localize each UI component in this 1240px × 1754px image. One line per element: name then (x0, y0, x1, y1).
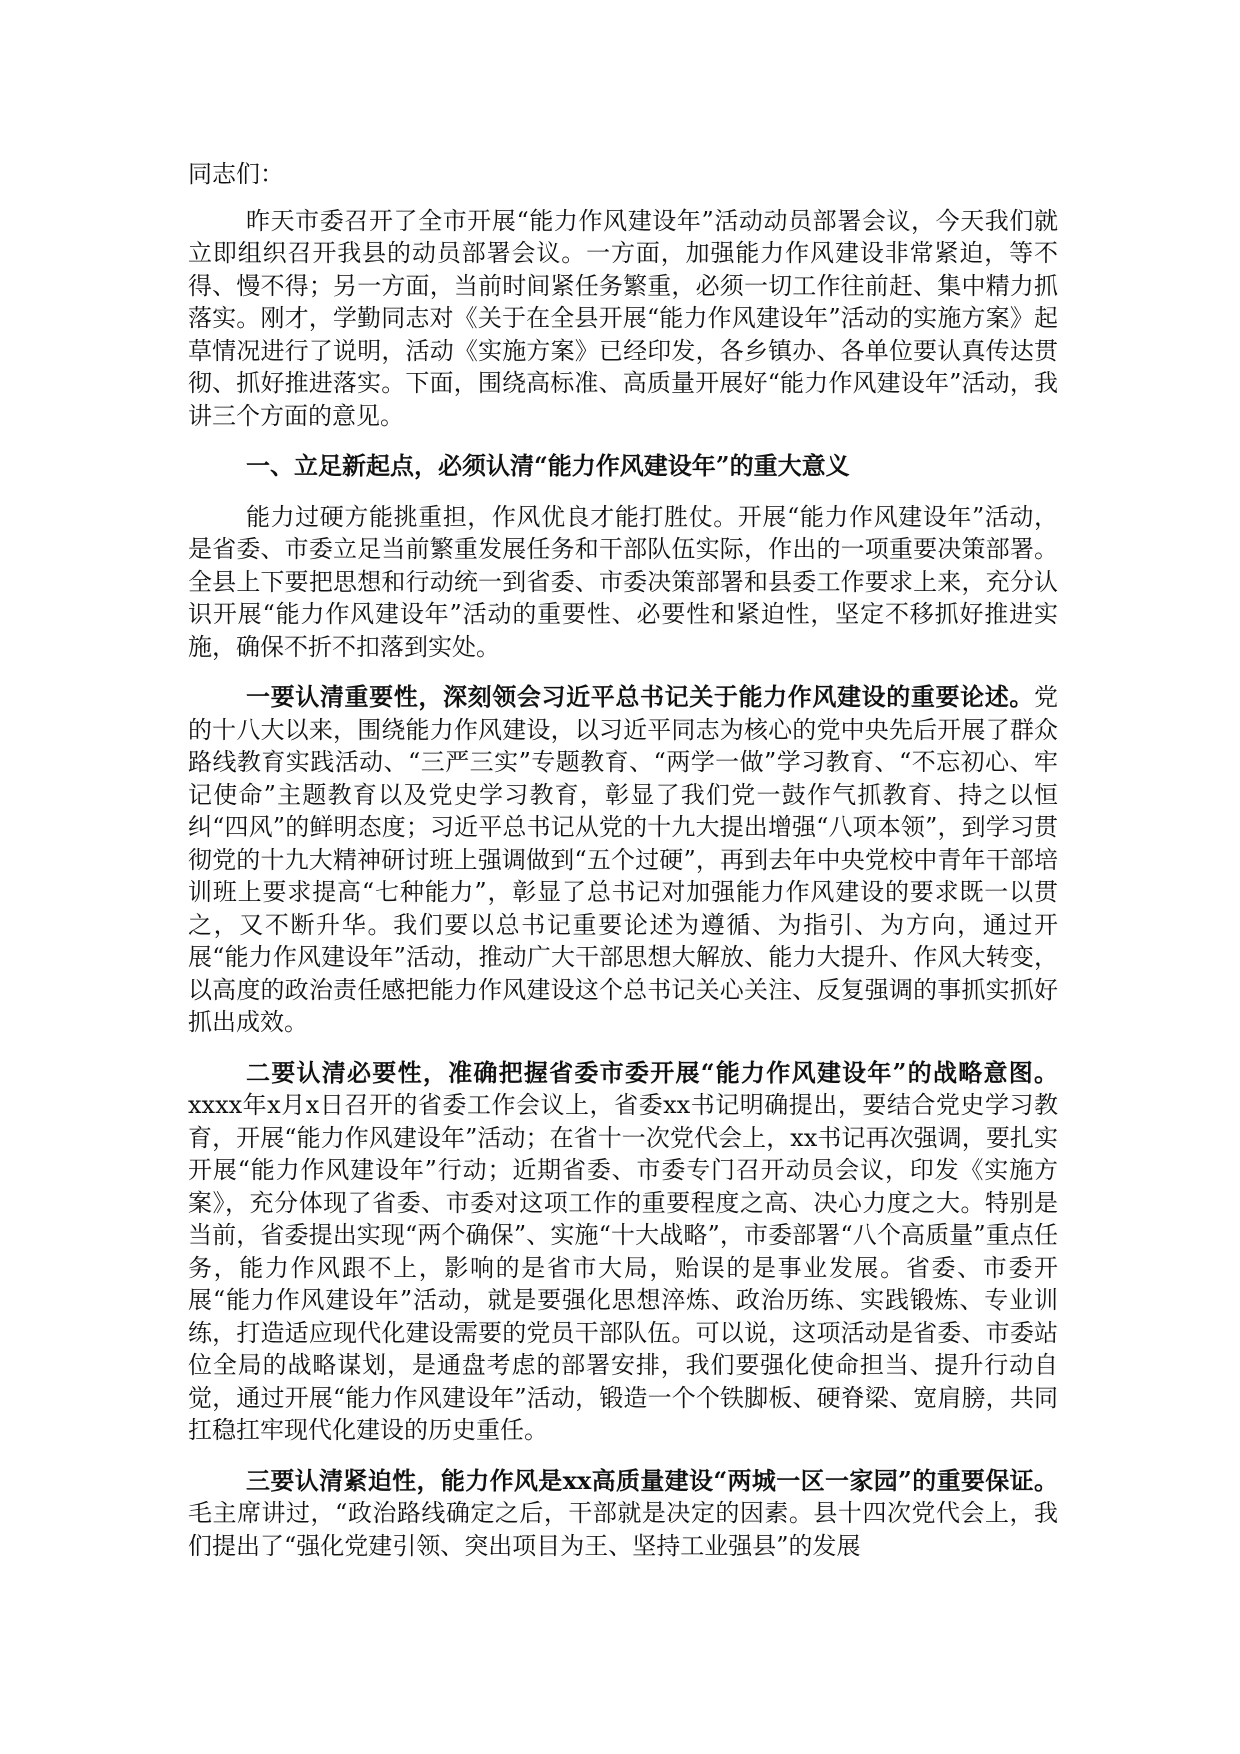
point-1-paragraph (188, 681, 1058, 1039)
salutation: 同志们： (188, 160, 284, 188)
point-1-lead: 一要认清重要性，深刻领会习近平总书记关于能力作风建设的重要论述。 (246, 682, 1034, 711)
point-2-lead: 二要认清必要性，准确把握省委市委开展“能力作风建设年”的战略意图。 (246, 1057, 1058, 1087)
section-1-paragraph: 能力过硬方能挑重担，作风优良才能打胜仗。开展“能力作风建设年”活动，是省委、市委立足当前繁重发展任务和干部队伍实际，作出的一项重要决策部署。全县上下要把思想和行动统一到省委、市委决策部署和县委工作要求上来，充分认识开展“能力作风建设年”活动的重要性、必要性和紧迫性，坚定不移抓好推进实施，确保不折不扣落到实处。 (188, 502, 1058, 661)
point-3-paragraph (188, 1465, 1058, 1563)
point-3-body: 毛主席讲过，“政治路线确定之后，干部就是决定的因素。县十四次党代会上，我们提出了“强化党建引领、突出项目为王、坚持工业强县”的发展 (188, 1499, 1058, 1560)
intro-paragraph: 昨天市委召开了全市开展“能力作风建设年”活动动员部署会议，今天我们就立即组织召开我县的动员部署会议。一方面，加强能力作风建设非常紧迫，等不得、慢不得；另一方面，当前时间紧任务繁重，必须一切工作往前赶、集中精力抓落实。刚才，学勤同志对《关于在全县开展“能力作风建设年”活动的实施方案》起草情况进行了说明，活动《实施方案》已经印发，各乡镇办、各单位要认真传达贯彻、抓好推进落实。下面，围绕高标准、高质量开展好“能力作风建设年”活动，我讲三个方面的意见。 (188, 206, 1058, 430)
section-heading-1: 一、立足新起点，必须认清“能力作风建设年”的重大意义 (246, 451, 850, 480)
point-2-paragraph (188, 1057, 1058, 1447)
point-2-body: xxxx年x月x日召开的省委工作会议上，省委xx书记明确提出，要结合党史学习教育，开展“能力作风建设年”活动；在省十一次党代会上，xx书记再次强调，要扎实开展“能力作风建设年”行动；近期省委、市委专门召开动员会议，印发《实施方案》，充分体现了省委、市委对这项工作的重要程度之高、决心力度之大。特别是当前，省委提出实现“两个确保”、实施“十大战略”，市委部署“八个高质量”重点任务，能力作风跟不上，影响的是省市大局，贻误的是事业发展。省委、市委开展“能力作风建设年”活动，就是要强化思想淬炼、政治历练、实践锻炼、专业训练，打造适应现代化建设需要的党员干部队伍。可以说，这项活动是省委、市委站位全局的战略谋划，是通盘考虑的部署安排，我们要强化使命担当、提升行动自觉，通过开展“能力作风建设年”活动，锻造一个个铁脚板、硬脊梁、宽肩膀，共同扛稳扛牢现代化建设的历史重任。 (188, 1091, 1058, 1444)
point-1-body: 党的十八大以来，围绕能力作风建设，以习近平同志为核心的党中央先后开展了群众路线教育实践活动、“三严三实”专题教育、“两学一做”学习教育、“不忘初心、牢记使命”主题教育以及党史学习教育，彰显了我们党一鼓作气抓教育、持之以恒纠“四风”的鲜明态度；习近平总书记从党的十九大提出增强“八项本领”，到学习贯彻党的十九大精神研讨班上强调做到“五个过硬”，再到去年中央党校中青年干部培训班上要求提高“七种能力”，彰显了总书记对加强能力作风建设的要求既一以贯之，又不断升华。我们要以总书记重要论述为遵循、为指引、为方向，通过开展“能力作风建设年”活动，推动广大干部思想大解放、能力大提升、作风大转变，以高度的政治责任感把能力作风建设这个总书记关心关注、反复强调的事抓实抓好抓出成效。 (188, 683, 1058, 1036)
document-page (188, 158, 1058, 1562)
point-3-lead: 三要认清紧迫性，能力作风是xx高质量建设“两城一区一家园”的重要保证。 (246, 1465, 1058, 1495)
